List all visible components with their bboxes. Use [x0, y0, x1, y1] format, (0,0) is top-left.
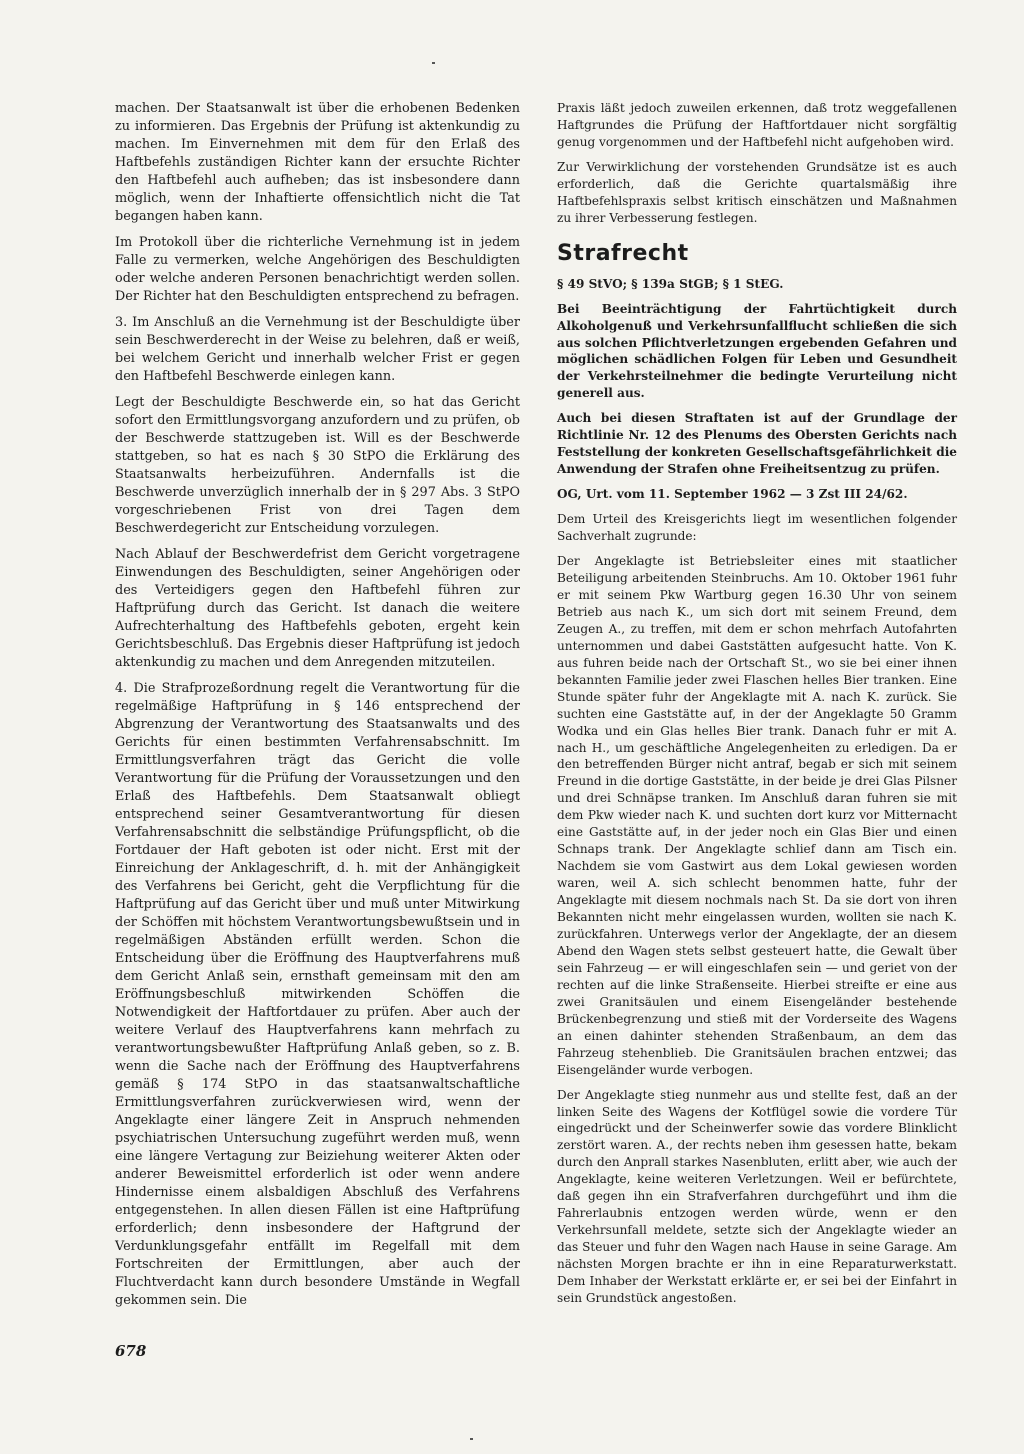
paragraph: Legt der Beschuldigte Beschwerde ein, so hat das Gericht sofort den Ermittlungsvorgang anzufordern und zu prüfen, ob der Beschwerde stattzugeben ist. Will es der Beschwerde stattgeben, so hat es nach § 30 StPO die Erklärung des Staatsanwalts herbeizuführen. Andernfalls ist die Beschwerde unverzüglich innerhalb der in § 297 Abs. 3 StPO vorgeschriebenen Frist von drei Tagen dem Beschwerdegericht zur Entscheidung vorzulegen.: [115, 395, 520, 536]
print-speck: [432, 62, 435, 64]
paragraph: Praxis läßt jedoch zuweilen erkennen, daß trotz weggefallenen Haftgrundes die Prüfung der Haftfortdauer nicht sorgfältig genug vorgenommen und der Haftbefehl nicht aufgehoben wird.: [557, 101, 957, 149]
paragraph: 3. Im Anschluß an die Vernehmung ist der Beschuldigte über sein Beschwerderecht in der Weise zu belehren, daß er weiß, bei welchem Gericht und innerhalb welcher Frist er gegen den Haftbefehl Beschwerde einlegen kann.: [115, 315, 520, 384]
statute-reference: § 49 StVO; § 139a StGB; § 1 StEG.: [557, 276, 784, 291]
right-column: [557, 100, 957, 1315]
page-number: 678: [115, 1342, 147, 1360]
paragraph: Im Protokoll über die richterliche Vernehmung ist in jedem Falle zu vermerken, welche Angehörigen des Beschuldigten oder welche anderen Personen benachrichtigt werden sollen. Der Richter hat den Beschuldigten entsprechend zu befragen.: [115, 235, 520, 304]
section-heading: Strafrecht: [557, 240, 689, 266]
paragraph: 4. Die Strafprozeßordnung regelt die Verantwortung für die regelmäßige Haftprüfung in § 146 entsprechend der Abgrenzung der Verantwortung des Staatsanwalts und des Gerichts für einen bestimmten Verfahrensabschnitt. Im Ermittlungsverfahren trägt das Gericht die volle Verantwortung für die Prüfung der Voraussetzungen und den Erlaß des Haftbefehls. Dem Staatsanwalt obliegt entsprechend seiner Gesamtverantwortung für diesen Verfahrensabschnitt die selbständige Prüfungspflicht, ob die Fortdauer der Haft geboten ist oder nicht. Erst mit der Einreichung der Anklageschrift, d. h. mit der Anhängigkeit des Verfahrens bei Gericht, geht die Verpflichtung für die Haftprüfung auf das Gericht über und muß unter Mitwirkung der Schöffen mit höchstem Verantwortungsbewußtsein und in regelmäßigen Abständen erfüllt werden. Schon die Entscheidung über die Eröffnung des Hauptverfahrens muß dem Gericht Anlaß sein, ernsthaft gemeinsam mit den am Eröffnungsbeschluß mitwirkenden Schöffen die Notwendigkeit der Haftfortdauer zu prüfen. Aber auch der weitere Verlauf des Hauptverfahrens kann mehrfach zu verantwortungsbewußter Haftprüfung Anlaß geben, so z. B. wenn die Sache nach der Eröffnung des Hauptverfahrens gemäß § 174 StPO in das staatsanwaltschaftliche Ermittlungsverfahren zurückverwiesen wird, wenn der Angeklagte einer längere Zeit in Anspruch nehmenden psychiatrischen Untersuchung zugeführt werden muß, wenn eine längere Vertagung zur Beiziehung weiterer Akten oder anderer Beweismittel erforderlich ist oder wenn andere Hindernisse einem alsbaldigen Abschluß des Verfahrens entgegenstehen. In allen diesen Fällen ist eine Haftprüfung erforderlich; denn insbesondere der Haftgrund der Verdunklungsgefahr entfällt im Regelfall mit dem Fortschreiten der Ermittlungen, aber auch der Fluchtverdacht kann durch besondere Umstände in Wegfall gekommen sein. Die: [115, 681, 520, 1308]
paragraph: Zur Verwirklichung der vorstehenden Grundsätze ist es auch erforderlich, daß die Gerichte quartalsmäßig ihre Haftbefehlspraxis selbst kritisch einschätzen und Maßnahmen zu ihrer Verbesserung festlegen.: [557, 159, 957, 225]
print-speck: [470, 1438, 473, 1440]
paragraph: Der Angeklagte stieg nunmehr aus und stellte fest, daß an der linken Seite des Wagens der Kotflügel sowie die vordere Tür eingedrückt und der Scheinwerfer sowie das vordere Blinklicht zerstört waren. A., der rechts neben ihm gesessen hatte, bekam durch den Anprall starkes Nasenbluten, erlitt aber, wie auch der Angeklagte, keine weiteren Verletzungen. Weil er befürchtete, daß gegen ihn ein Strafverfahren durchgeführt und ihm die Fahrerlaubnis entzogen werden würde, wenn er den Verkehrsunfall meldete, setzte sich der Angeklagte wieder an das Steuer und fuhr den Wagen nach Hause in seine Garage. Am nächsten Morgen brachte er ihn in eine Reparaturwerkstatt. Dem Inhaber der Werkstatt erklärte er, er sei bei der Einfahrt in sein Grundstück angestoßen.: [557, 1087, 957, 1305]
headnote: Bei Beeinträchtigung der Fahrtüchtigkeit durch Alkoholgenuß und Verkehrsunfallflucht schließen die sich aus solchen Pflichtverletzungen ergebenden Gefahren und möglichen schädlichen Folgen für Leben und Gesundheit der Verkehrsteilnehmer die bedingte Verurteilung nicht generell aus.: [557, 301, 957, 401]
paragraph: machen. Der Staatsanwalt ist über die erhobenen Bedenken zu informieren. Das Ergebnis der Prüfung ist aktenkundig zu machen. Im Einvernehmen mit dem für den Erlaß des Haftbefehls zuständigen Richter kann der ersuchte Richter den Haftbefehl auch aufheben; das ist insbesondere dann möglich, wenn der Inhaftierte offensichtlich nicht die Tat begangen haben kann.: [115, 101, 520, 224]
left-column: [115, 100, 520, 1318]
paragraph: Dem Urteil des Kreisgerichts liegt im wesentlichen folgender Sachverhalt zugrunde:: [557, 512, 957, 544]
headnote: Auch bei diesen Straftaten ist auf der Grundlage der Richtlinie Nr. 12 des Plenums des Obersten Gerichts nach Feststellung der konkreten Gesellschaftsgefährlichkeit die Anwendung der Strafen ohne Freiheitsentzug zu prüfen.: [557, 411, 957, 477]
paragraph: Nach Ablauf der Beschwerdefrist dem Gericht vorgetragene Einwendungen des Beschuldigten, seiner Angehörigen oder des Verteidigers gegen den Haftbefehl führen zur Haftprüfung durch das Gericht. Ist danach die weitere Aufrechterhaltung des Haftbefehls geboten, ergeht kein Gerichtsbeschluß. Das Ergebnis dieser Haftprüfung ist jedoch aktenkundig zu machen und dem Anregenden mitzuteilen.: [115, 547, 520, 670]
paragraph: Der Angeklagte ist Betriebsleiter eines mit staatlicher Beteiligung arbeitenden Steinbruchs. Am 10. Oktober 1961 fuhr er mit seinem Pkw Wartburg gegen 16.30 Uhr von seinem Betrieb aus nach K., um sich dort mit seinem Freund, dem Zeugen A., zu treffen, mit dem er schon mehrfach Autofahrten unternommen und dabei Gaststätten aufgesucht hatte. Von K. aus fuhren beide nach der Ortschaft St., wo sie bei einer ihnen bekannten Familie jeder zwei Flaschen helles Bier tranken. Eine Stunde später fuhr der Angeklagte mit A. nach K. zurück. Sie suchten eine Gaststätte auf, in der der Angeklagte 50 Gramm Wodka und ein Glas helles Bier trank. Danach fuhr er mit A. nach H., um geschäftliche Angelegenheiten zu erledigen. Da er den betreffenden Bürger nicht antraf, begab er sich mit seinem Freund in die dortige Gaststätte, in der beide je drei Glas Pilsner und drei Schnäpse tranken. Im Anschluß daran fuhren sie mit dem Pkw wieder nach K. und suchten dort kurz vor Mitternacht eine Gaststätte auf, in der jeder noch ein Glas Bier und einen Schnaps trank. Der Angeklagte schlief dann am Tisch ein. Nachdem sie vom Gastwirt aus dem Lokal gewiesen worden waren, weil A. sich schlecht benommen hatte, fuhr der Angeklagte mit diesem nochmals nach St. Da sie dort von ihren Bekannten nicht mehr eingelassen wurden, wollten sie nach K. zurückfahren. Unterwegs verlor der Angeklagte, der an diesem Abend den Wagen stets selbst gesteuert hatte, die Gewalt über sein Fahrzeug — er will eingeschlafen sein — und geriet von der rechten auf die linke Straßenseite. Hierbei streifte er eine aus zwei Granitsäulen und einem Eisengeländer bestehende Brückenbegrenzung und stieß mit der Vorderseite des Wagens an einen dahinter stehenden Straßenbaum, an dem das Fahrzeug stehenblieb. Die Granitsäulen brachen entzwei; das Eisengeländer wurde verbogen.: [557, 554, 957, 1077]
decision-reference: OG, Urt. vom 11. September 1962 — 3 Zst III 24/62.: [557, 487, 908, 502]
